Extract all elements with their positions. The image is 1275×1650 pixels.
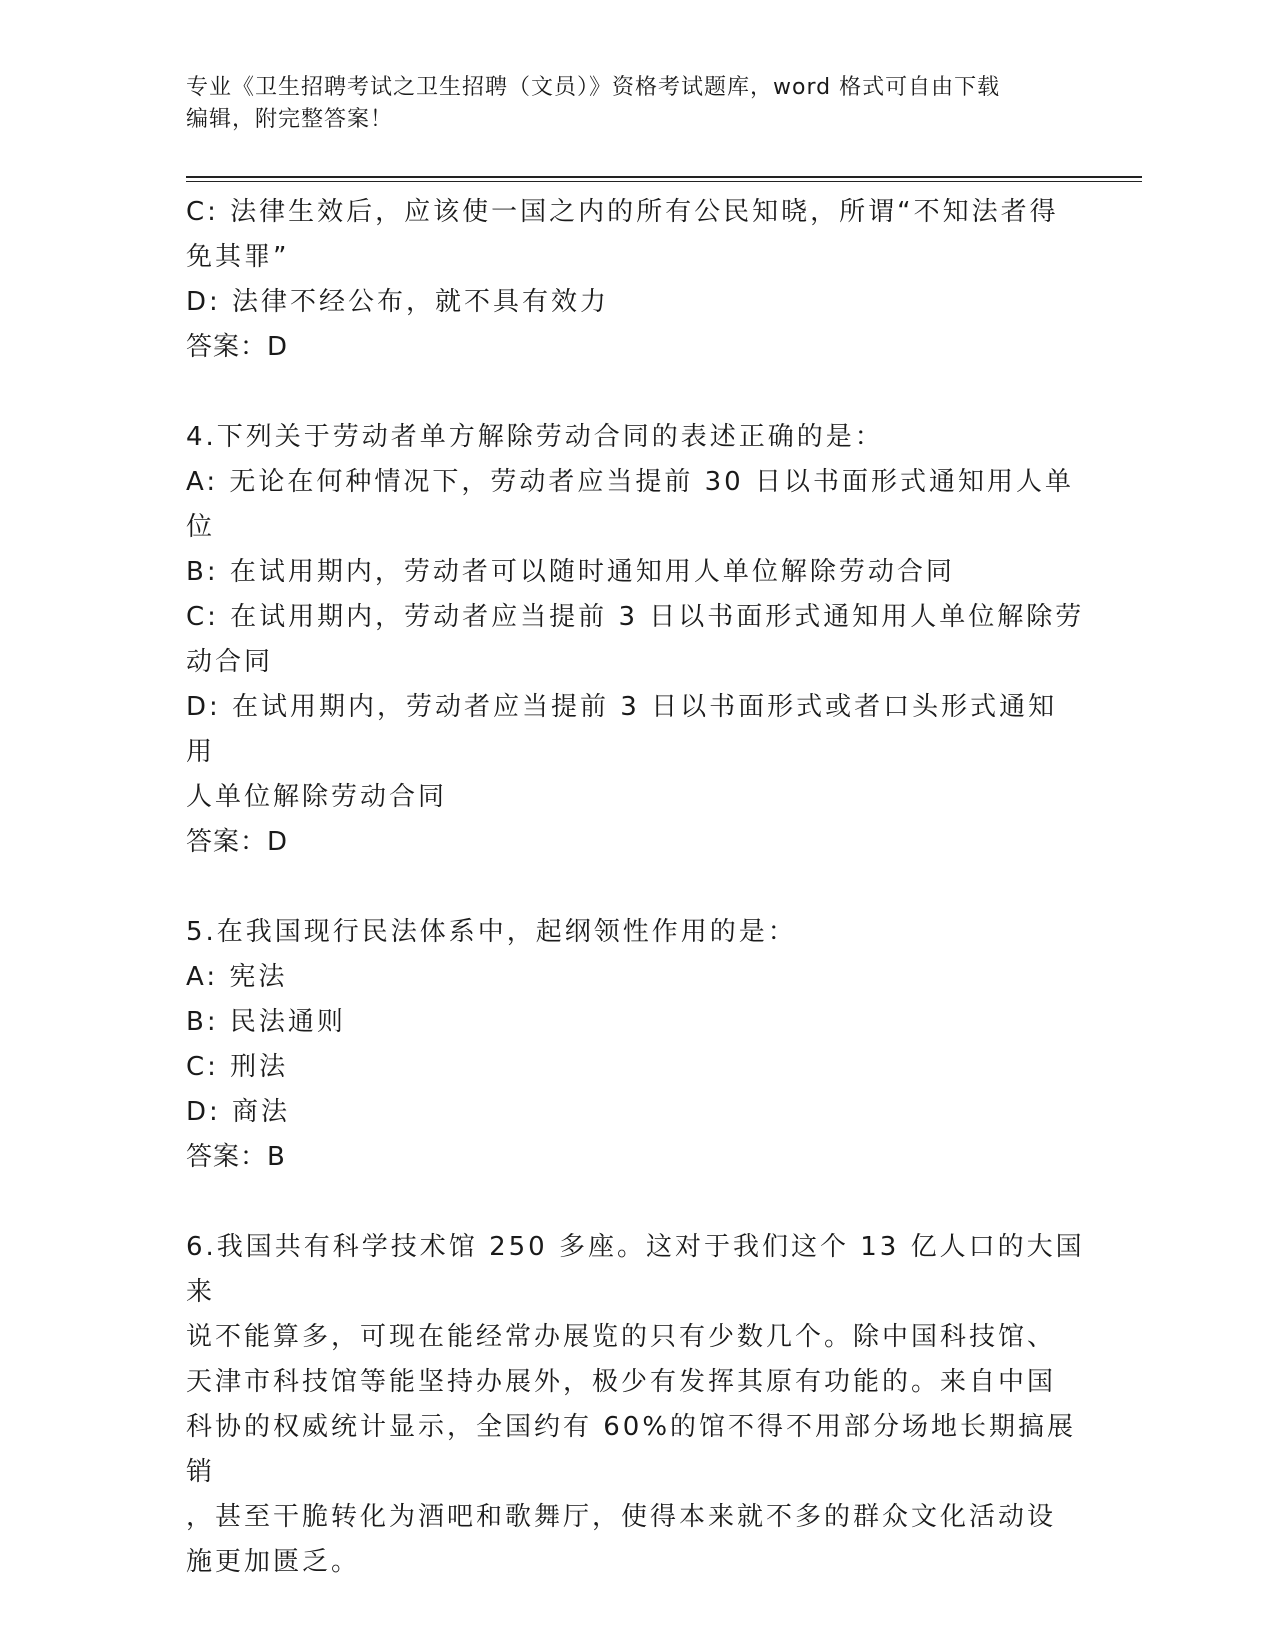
q6-passage-line-4: 科协的权威统计显示，全国约有 60%的馆不得不用部分场地长期搞展销 xyxy=(186,1412,1077,1487)
spacer xyxy=(186,1180,1086,1225)
q5-answer: 答案：B xyxy=(186,1142,286,1172)
q5-option-b: B: 民法通则 xyxy=(186,1007,346,1037)
question-6 xyxy=(186,1225,1086,1585)
q4-option-d-line-1: D: 在试用期内，劳动者应当提前 3 日以书面形式或者口头形式通知用 xyxy=(186,692,1058,767)
header-line-1: 专业《卫生招聘考试之卫生招聘（文员）》资格考试题库，word 格式可自由下载 xyxy=(186,75,1001,100)
spacer xyxy=(186,865,1086,910)
q4-option-c-line-2: 动合同 xyxy=(186,647,274,677)
question-content xyxy=(186,190,1086,1585)
q3-answer: 答案：D xyxy=(186,332,289,362)
q6-passage-line-5: ，甚至干脆转化为酒吧和歌舞厅，使得本来就不多的群众文化活动设 xyxy=(186,1502,1057,1532)
question-3-tail xyxy=(186,190,1086,370)
q3-option-c-line-2: 免其罪” xyxy=(186,242,290,272)
q5-stem: 5.在我国现行民法体系中，起纲领性作用的是： xyxy=(186,917,797,947)
q3-option-d: D: 法律不经公布，就不具有效力 xyxy=(186,287,610,317)
q5-option-d: D: 商法 xyxy=(186,1097,291,1127)
document-header xyxy=(186,72,1066,136)
q3-option-c-line-1: C: 法律生效后，应该使一国之内的所有公民知晓，所谓“不知法者得 xyxy=(186,197,1059,227)
question-5 xyxy=(186,910,1086,1180)
q6-passage-line-3: 天津市科技馆等能坚持办展外，极少有发挥其原有功能的。来自中国 xyxy=(186,1367,1057,1397)
q4-option-a-line-1: A: 无论在何种情况下，劳动者应当提前 30 日以书面形式通知用人单 xyxy=(186,467,1074,497)
q4-option-a-line-2: 位 xyxy=(186,512,216,542)
header-divider-thin xyxy=(186,181,1142,182)
q6-passage-line-2: 说不能算多，可现在能经常办展览的只有少数几个。除中国科技馆、 xyxy=(186,1322,1057,1352)
q4-option-d-line-2: 人单位解除劳动合同 xyxy=(186,782,448,812)
q5-option-a: A: 宪法 xyxy=(186,962,288,992)
q6-passage-line-6: 施更加匮乏。 xyxy=(186,1547,361,1577)
q6-passage-line-1: 6.我国共有科学技术馆 250 多座。这对于我们这个 13 亿人口的大国来 xyxy=(186,1232,1085,1307)
q4-answer: 答案：D xyxy=(186,827,289,857)
spacer xyxy=(186,370,1086,415)
question-4 xyxy=(186,415,1086,865)
q4-option-c-line-1: C: 在试用期内，劳动者应当提前 3 日以书面形式通知用人单位解除劳 xyxy=(186,602,1085,632)
q4-option-b: B: 在试用期内，劳动者可以随时通知用人单位解除劳动合同 xyxy=(186,557,955,587)
q5-option-c: C: 刑法 xyxy=(186,1052,289,1082)
header-line-2: 编辑，附完整答案！ xyxy=(186,107,394,132)
q4-stem: 4.下列关于劳动者单方解除劳动合同的表述正确的是： xyxy=(186,422,884,452)
header-divider-thick xyxy=(186,176,1142,178)
